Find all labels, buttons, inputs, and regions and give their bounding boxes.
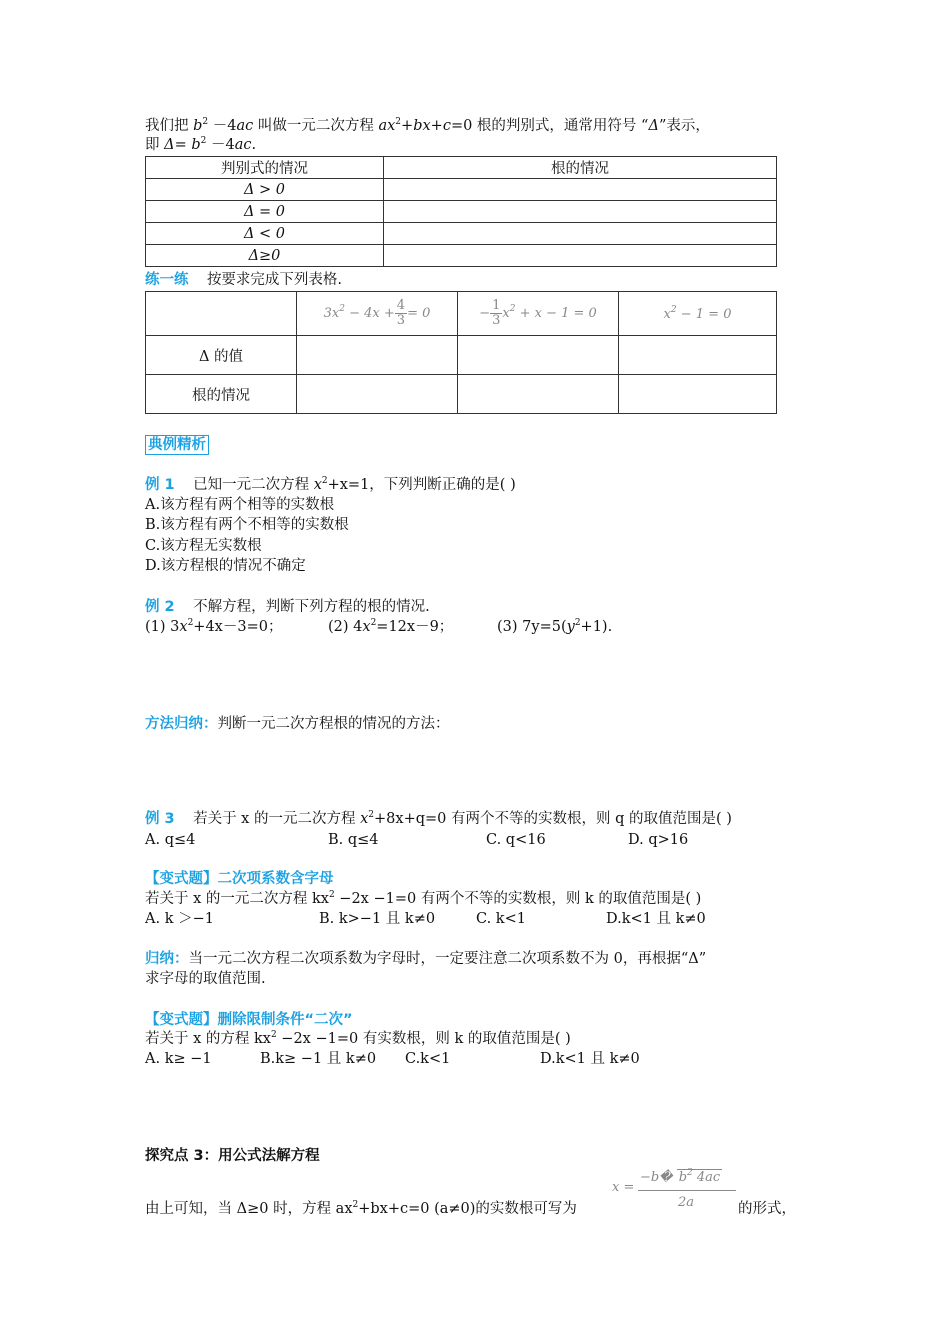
- practice-line: [145, 270, 342, 290]
- variant-1-option-c: C. k<1: [476, 911, 526, 927]
- explore-text-end: 的形式，: [738, 1201, 796, 1217]
- table1-cell-empty: [384, 245, 777, 267]
- table1-row: Δ > 0: [146, 179, 384, 201]
- variant-2-option-b: B.k≥ −1 且 k≠0: [260, 1051, 377, 1067]
- example-2-question: 例 2 不解方程，判断下列方程的根的情况.: [145, 599, 430, 615]
- summary-line-2: 求字母的取值范围.: [145, 971, 266, 987]
- table1-cell-empty: [384, 179, 777, 201]
- practice-cell-empty: [297, 375, 458, 414]
- section-title: 典例精析: [145, 435, 209, 455]
- practice-eq-1: $3x^2 - 4x$ + $\frac{4}{3}$ = 0: [297, 292, 458, 336]
- table1-cell-empty: [384, 201, 777, 223]
- variant-2-option-a: A. k≥ −1: [145, 1051, 212, 1067]
- example-3-option-d: D. q>16: [628, 832, 689, 848]
- variant-1-title: 【变式题】二次项系数含字母: [145, 871, 334, 887]
- discriminant-table: [145, 156, 777, 267]
- intro-line-2: 即 $\Delta= b^2 -4ac$.: [145, 136, 257, 153]
- practice-row-delta: Δ 的值: [146, 336, 297, 375]
- example-1-option-b: B.该方程有两个不相等的实数根: [145, 517, 349, 533]
- practice-cell-empty: [458, 375, 619, 414]
- example-3-option-b: B. q≤4: [328, 832, 379, 848]
- intro-line-1: 我们把 $b^2 -4ac$ 叫做一元二次方程 $ax^2+bx+c=0$ 根的判别式，通常用符号 “Δ”表示，: [145, 117, 710, 134]
- variant-1-option-b: B. k>−1 且 k≠0: [319, 911, 436, 927]
- practice-eq-3: $x^2 - 1 = 0$: [619, 292, 777, 336]
- variant-1-option-d: D.k<1 且 k≠0: [606, 911, 706, 927]
- practice-eq-2: − $\frac{1}{3}$ $x^2 + x - 1 = 0$: [458, 292, 619, 336]
- formula-fraction-bar: [638, 1190, 736, 1191]
- example-2-part-2: (2) $4x^2=12x-9$；: [328, 618, 454, 635]
- table1-row: Δ < 0: [146, 223, 384, 245]
- variant-2-title: 【变式题】删除限制条件“二次”: [145, 1012, 353, 1028]
- example-1-option-d: D.该方程根的情况不确定: [145, 558, 306, 574]
- practice-cell-empty: [619, 375, 777, 414]
- variant-2-option-c: C.k<1: [405, 1051, 451, 1067]
- summary-line-1: 归纳：当一元二次方程二次项系数为字母时，一定要注意二次项系数不为 0，再根据“Δ”: [145, 951, 707, 967]
- practice-cell-empty: [619, 336, 777, 375]
- practice-cell-empty: [297, 336, 458, 375]
- table1-header-roots: 根的情况: [384, 157, 777, 179]
- practice-table: [145, 291, 777, 414]
- variant-1-question: 若关于 x 的一元二次方程 $kx^2 -2x -1=0$ 有两个不等的实数根，则 k 的取值范围是( ): [145, 890, 702, 907]
- method-summary: 方法归纳：判断一元二次方程根的情况的方法：: [145, 716, 450, 732]
- table1-header-discriminant: 判别式的情况: [146, 157, 384, 179]
- explore-title: 探究点 3：用公式法解方程: [145, 1148, 320, 1164]
- table1-cell-empty: [384, 223, 777, 245]
- variant-2-question: 若关于 x 的方程 $kx^2 -2x -1=0$ 有实数根，则 k 的取值范围是( ): [145, 1030, 571, 1047]
- example-1-question: 例 1 已知一元二次方程 $x^2+x=1$，下列判断正确的是( ): [145, 476, 516, 493]
- table1-row: Δ≥0: [146, 245, 384, 267]
- practice-table-corner: [146, 292, 297, 336]
- explore-text: 由上可知，当 Δ≥0 时，方程 $ax^2+bx+c=0$ (a≠0)的实数根可写为: [145, 1200, 577, 1217]
- quadratic-formula: x = −b� $b^2$ 4ac 2a: [612, 1170, 737, 1216]
- practice-instruction: 按要求完成下列表格.: [206, 272, 343, 288]
- example-3-option-c: C. q<16: [486, 832, 546, 848]
- variant-1-option-a: A. k ＞−1: [145, 911, 214, 927]
- variant-2-option-d: D.k<1 且 k≠0: [540, 1051, 640, 1067]
- practice-row-roots: 根的情况: [146, 375, 297, 414]
- practice-title: 练一练: [145, 272, 189, 288]
- example-2-part-3: (3) $7y=5(y^2+1)$.: [497, 618, 613, 635]
- practice-cell-empty: [458, 336, 619, 375]
- example-3-option-a: A. q≤4: [145, 832, 196, 848]
- example-1-option-a: A.该方程有两个相等的实数根: [145, 497, 335, 513]
- example-2-part-1: (1) $3x^2+4x-3=0$；: [145, 618, 283, 635]
- example-1-option-c: C.该方程无实数根: [145, 538, 262, 554]
- example-3-question: 例 3 若关于 x 的一元二次方程 $x^2+8x+q=0$ 有两个不等的实数根，则 q 的取值范围是( ): [145, 810, 732, 827]
- table1-row: Δ = 0: [146, 201, 384, 223]
